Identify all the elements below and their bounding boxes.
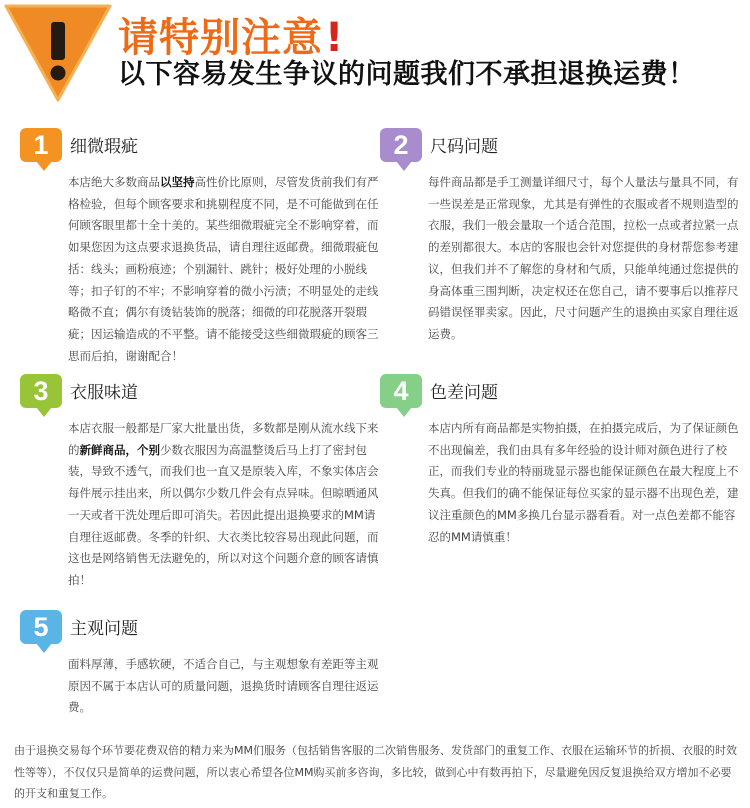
section-title: 细微瑕疵 (70, 137, 138, 157)
page-subtitle: 以下容易发生争议的问题我们不承担退换运费！ (118, 59, 696, 90)
section-title: 主观问题 (70, 619, 138, 639)
section-number-badge: 2 (380, 128, 422, 162)
section-number-badge: 3 (20, 374, 62, 408)
section-number-badge: 4 (380, 374, 422, 408)
section-body: 本店衣服一般都是厂家大批量出货，多数都是刚从流水线下来的新鲜商品，个别少数衣服因为高温整烫后马上打了密封包装，导致不透气，而我们也一直又是原装入库，不象实体店会每件展示挂出来，所以偶尔少数几件会有点异味。但晾晒通风一天或者干洗处理后即可消失。若因此提出退换要求的MM请自理往返邮费。冬季的针织、大衣类比较容易出现此问题，而这也是网络销售无法避免的，所以对这个问题介意的顾客请慎拍！ (68, 421, 379, 587)
section-body: 本店绝大多数商品以坚持高性价比原则，尽管发货前我们有严格检验，但每个顾客要求和挑剔程度不同，是不可能做到在任何顾客眼里都十全十美的。某些细微瑕疵完全不影响穿着，而如果您因为这点要求退换货品，请自理往返邮费。细微瑕疵包括：线头；画粉痕迹；个别漏针、跳针；极好处理的小脱线等；扣子钉的不牢；不影响穿着的微小污渍；不明显处的走线略微不直；偶尔有烫钻装饰的脱落；细微的印花脱落开裂瑕疵；因运输造成的不平整。请不能接受这些细微瑕疵的顾客三思而后拍，谢谢配合！ (68, 175, 379, 363)
section-body: 每件商品都是手工测量详细尺寸，每个人量法与量具不同，有一些误差是正常现象，尤其是有弹性的衣服或者不规则造型的衣服，我们一般会量取一个适合范围，拉松一点或者拉紧一点的差别都很大。本店的客服也会针对您提供的身材帮您参考建议，但我们并不了解您的身材和气质，只能单纯通过您提供的身高体重三围判断，决定权还在您自己，请不要事后以推荐尺码错误怪罪卖家。因此，尺寸问题产生的退换由买家自理往返运费。 (428, 175, 739, 341)
warning-triangle-icon (2, 2, 114, 102)
section-title: 衣服味道 (70, 383, 138, 403)
page-title-exclamation: ! (325, 15, 345, 61)
section-title: 尺码问题 (430, 137, 498, 157)
page-title-text: 请特别注意 (118, 15, 323, 61)
section-number-badge: 5 (20, 610, 62, 644)
section-body: 面料厚薄，手感软硬，不适合自己，与主观想象有差距等主观原因不属于本店认可的质量问题，退换货时请顾客自理往返运费。 (68, 657, 379, 715)
section-body: 本店内所有商品都是实物拍摄，在拍摄完成后，为了保证颜色不出现偏差，我们由具有多年经验的设计师对颜色进行了校正，而我们专业的特丽珑显示器也能保证颜色在最大程度上不失真。但我们的确不能保证每位买家的显示器不出现色差，建议注重颜色的MM多换几台显示器看看。对一点色差都不能容忍的MM请慎重！ (428, 421, 739, 544)
section-title: 色差问题 (430, 383, 498, 403)
footer-note: 由于退换交易每个环节要花费双倍的精力来为MM们服务（包括销售客服的二次销售服务、发货部门的重复工作、衣服在运输环节的折损、衣服的时效性等等），不仅仅只是简单的运费问题，所以衷心希望各位MM购买前多咨询，多比较，做到心中有数再拍下，尽量避免因反复退换给双方增加不必要的开支和重复工作。 (14, 744, 737, 800)
section-number-badge: 1 (20, 128, 62, 162)
